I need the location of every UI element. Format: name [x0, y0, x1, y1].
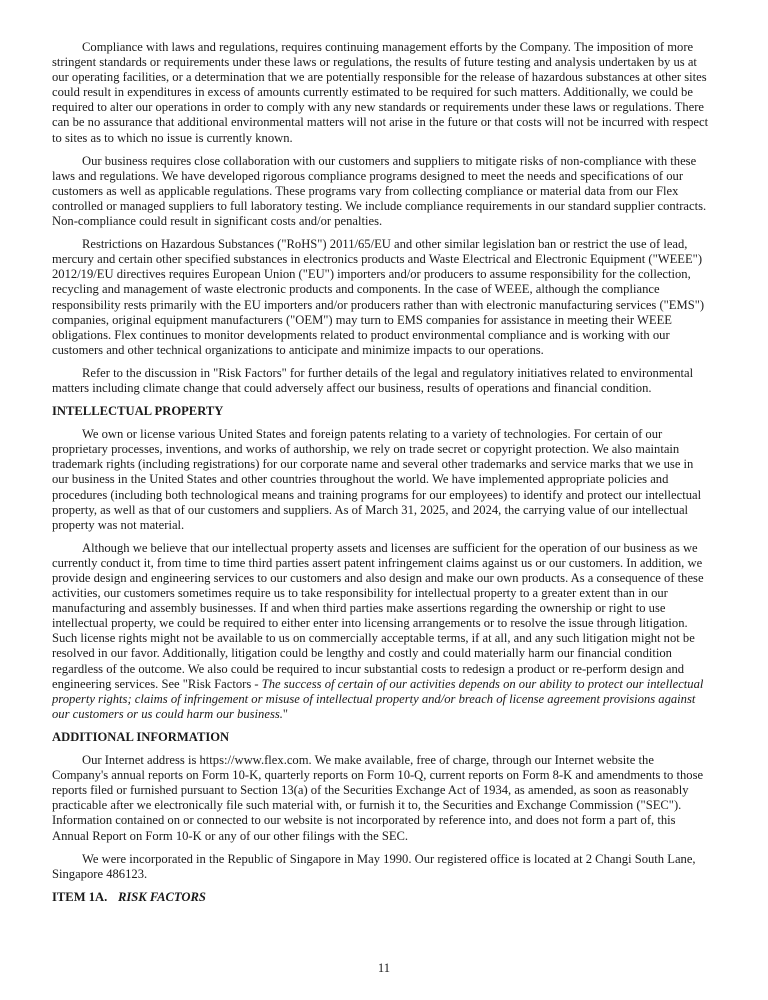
environmental-paragraph-4: Refer to the discussion in "Risk Factors" for further details of the legal and regulatory initiatives related to environmental matters including climate change that could adversely affect our business, results of operations and financial condition. [52, 365, 694, 395]
environmental-paragraph-2: Our business requires close collaboration with our customers and suppliers to mitigate risks of non-compliance with these laws and regulations. We have developed rigorous compliance programs designed to meet the needs and specifications of our customers as well as applicable regulations. These programs vary from collecting compliance or material data from our Flex controlled or managed suppliers to full laboratory testing. We include compliance requirements in our standard supplier contracts. Non-compliance could result in significant costs and/or penalties. [52, 153, 707, 229]
environmental-paragraph-1: Compliance with laws and regulations, requires continuing management efforts by the Company. The imposition of more stringent standards or requirements under these laws or regulations, the results of future testing and analysis undertaken by us at our operating facilities, or a determination that we are potentially responsible for the release of hazardous substances at other sites could result in expenditures in excess of amounts currently estimated to be required for such matters. Additionally, we could be required to alter our operations in order to comply with any new standards or requirements under these laws or regulations. There can be no assurance that additional environmental matters will not arise in the future or that costs will not be incurred with respect to sites as to which no issue is currently known. [52, 40, 709, 145]
environmental-paragraph-3: Restrictions on Hazardous Substances ("RoHS") 2011/65/EU and other similar legislation ban or restrict the use of lead, mercury and certain other specified substances in electronics products and Waste Electrical and Electronic Equipment ("WEEE") 2012/19/EU directives requires European Union ("EU") importers and/or producers to assume responsibility for the collection, recycling and management of waste electronic products and components. In the case of WEEE, although the compliance responsibility rests primarily with the EU importers and/or producers rather than with electronic manufacturing services ("EMS") companies, original equipment manufacturers ("OEM") may turn to EMS companies for assistance in meeting their WEEE obligations. Flex continues to monitor developments related to product environmental compliance and is working with our customers and other technical organizations to anticipate and minimize impacts to our operations. [52, 237, 705, 357]
intellectual-property-paragraph-1: We own or license various United States and foreign patents relating to a variety of technologies. For certain of our proprietary processes, inventions, and works of authorship, we rely on trade secret or copyright protection. We also maintain trademark rights (including registrations) for our corporate name and several other trademarks and service marks that we use in our business in the United States and other countries throughout the world. We have implemented appropriate policies and procedures (including both technological means and training programs for our employees) to identify and protect our intellectual property, as well as that of our customers and suppliers. As of March 31, 2025, and 2024, the carrying value of our intellectual property was not material. [52, 427, 702, 532]
ip-paragraph-2-risk-factor-title: The success of certain of our activities depends on our ability to protect our intellectual property rights; claims of infringement or misuse of intellectual property and/or breach of license agreement provisions against our customers or us could harm our business. [52, 676, 704, 721]
additional-information-heading: ADDITIONAL INFORMATION [52, 729, 230, 744]
page-number: 11 [377, 961, 391, 975]
intellectual-property-heading: INTELLECTUAL PROPERTY [52, 404, 224, 419]
intellectual-property-paragraph-2 [52, 541, 712, 722]
additional-information-paragraph-2: We were incorporated in the Republic of Singapore in May 1990. Our registered office is located at 2 Changi South Lane, Singapore 486123. [52, 851, 696, 881]
item-1a-title: RISK FACTORS [118, 889, 206, 904]
ip-paragraph-2-text: Although we believe that our intellectual property assets and licenses are sufficient for the operation of our business as we currently conduct it, from time to time third parties assert patent infringement claims against us or our customers. In addition, we provide design and engineering services to our customers and also design and make our own products. As a consequence of these activities, our customers sometimes require us to take responsibility for intellectual property to a greater extent than in our manufacturing and assembly businesses. If and when third parties make assertions regarding the ownership or right to use intellectual property, we could be required to either enter into licensing arrangements or to resolve the issue through litigation. Such license rights might not be available to us on commercially acceptable terms, if at all, and any such litigation might not be resolved in our favor. Additionally, litigation could be lengthy and costly and could materially harm our financial condition regardless of the outcome. We also could be required to incur substantial costs to redesign a product or re-perform design and engineering services. See "Risk Factors - [52, 540, 704, 691]
document-page [52, 40, 712, 905]
item-1a-heading [52, 890, 712, 905]
item-1a-number: ITEM 1A. [52, 889, 108, 904]
ip-paragraph-2-closing-quote: " [282, 706, 289, 721]
additional-information-paragraph-1: Our Internet address is https://www.flex.com. We make available, free of charge, through our Internet website the Company's annual reports on Form 10-K, quarterly reports on Form 10-Q, current reports on Form 8-K and amendments to those reports filed or furnished pursuant to Section 13(a) of the Securities Exchange Act of 1934, as amended, as soon as reasonably practicable after we electronically file such material with, or furnish it to, the Securities and Exchange Commission ("SEC"). Information contained on or connected to our website is not incorporated by reference into, and does not form a part of, this Annual Report on Form 10-K or any of our other filings with the SEC. [52, 753, 704, 843]
